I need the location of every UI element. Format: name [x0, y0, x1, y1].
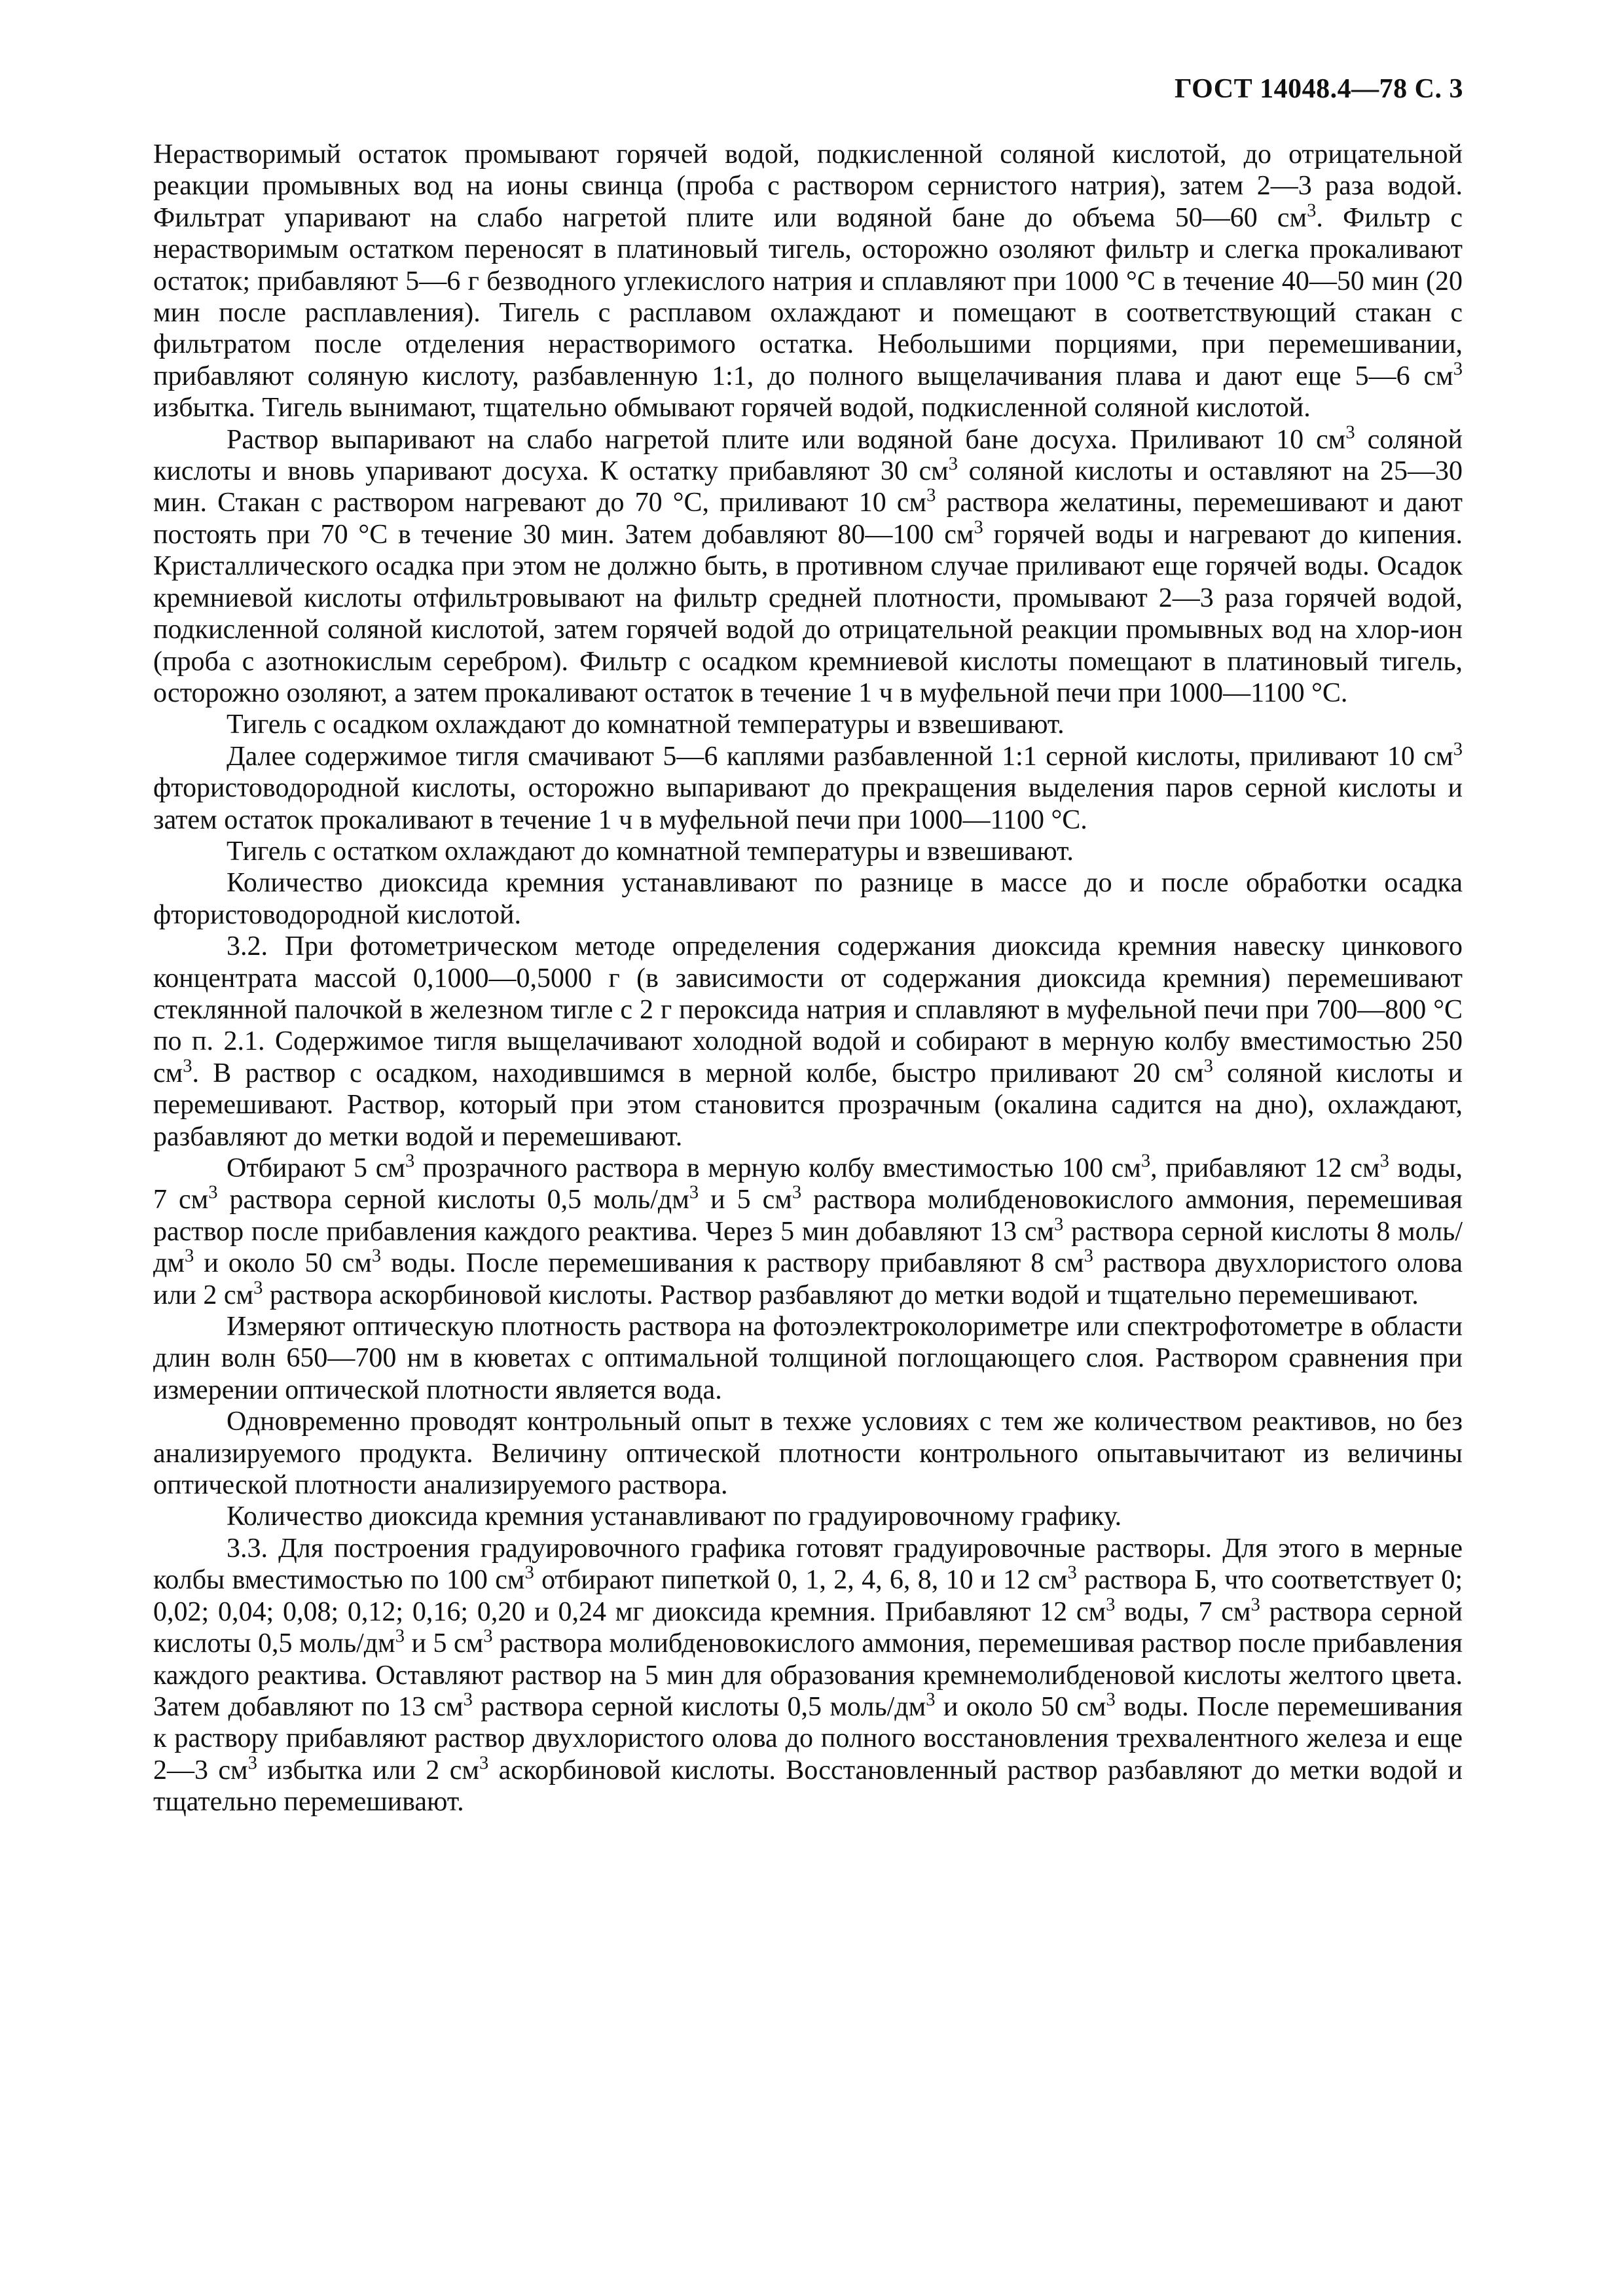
paragraph: Тигель с осадком охлаждают до комнатной температуры и взвешивают.: [227, 709, 1065, 740]
section-3-2-paragraph: 3.2. При фотометрическом методе определения содержания диоксида кремния навеску цинкового концентрата массой 0,1000—0,5000 г (в зависимости от содержания диоксида кремния) перемешивают стеклянной палочкой в железном тигле с 2 г пероксида натрия и сплавляют в муфельной печи при 700—800 °С по п. 2.1. Содержимое тигля выщелачивают холодной водой и собирают в мерную колбу вместимостью 250 $см^3$. В раствор с осадком, находившимся в мерной колбе, быстро приливают 20 $см^3$ соляной кислоты и перемешивают. Раствор, который при этом становится прозрачным (окалина садится на дно), охлаждают, разбавляют до метки водой и перемешивают.: [153, 931, 1463, 1152]
paragraph: Тигель с остатком охлаждают до комнатной температуры и взвешивают.: [227, 836, 1074, 867]
running-head: ГОСТ 14048.4—78 С. 3: [1174, 74, 1463, 104]
paragraph: Нерастворимый остаток промывают горячей водой, подкисленной соляной кислотой, до отрицательной реакции промывных вод на ионы свинца (проба с раствором сернистого натрия), затем 2—3 раза водой. Фильтрат упаривают на слабо нагретой плите или водяной бане до объема 50—60 $см^3$. Фильтр с нерастворимым остатком переносят в платиновый тигель, осторожно озоляют фильтр и слегка прокаливают остаток; прибавляют 5—6 г безводного углекислого натрия и сплавляют при 1000 °С в течение 40—50 мин (20 мин после расплавления). Тигель с расплавом охлаждают и помещают в соответствующий стакан с фильтратом после отделения нерастворимого остатка. Небольшими порциями, при перемешивании, прибавляют соляную кислоту, разбавленную 1:1, до полного выщелачивания плава и дают еще 5—6 $см^3$ избытка. Тигель вынимают, тщательно обмывают горячей водой, подкисленной соляной кислотой.: [153, 139, 1463, 423]
paragraph: Отбирают 5 $см^3$ прозрачного раствора в мерную колбу вместимостью 100 $см^3$, прибавляют 12 $см^3$ воды, 7 $см^3$ раствора серной кислоты 0,5 моль/$дм^3$ и 5 $см^3$ раствора молибденовокислого аммония, перемешивая раствор после прибавления каждого реактива. Через 5 мин добавляют 13 $см^3$ раствора серной кислоты 8 моль/$дм^3$ и около 50 $см^3$ воды. После перемешивания к раствору прибавляют 8 $см^3$ раствора двухлористого олова или 2 $см^3$ раствора аскорбиновой кислоты. Раствор разбавляют до метки водой и тщательно перемешивают.: [153, 1151, 1463, 1310]
paragraph: Одновременно проводят контрольный опыт в техже условиях с тем же количеством реактивов, но без анализируемого продукта. Величину оптической плотности контрольного опытавычитают из величины оптической плотности анализируемого раствора.: [153, 1407, 1463, 1501]
paragraph: Далее содержимое тигля смачивают 5—6 каплями разбавленной 1:1 серной кислоты, приливают 10 $см^3$ фтористоводородной кислоты, осторожно выпаривают до прекращения выделения паров серной кислоты и затем остаток прокаливают в течение 1 ч в муфельной печи при 1000—1100 °С.: [153, 739, 1463, 835]
paragraph: Измеряют оптическую плотность раствора на фотоэлектроколориметре или спектрофотометре в области длин волн 650—700 нм в кюветах с оптимальной толщиной поглощающего слоя. Раствором сравнения при измерении оптической плотности является вода.: [153, 1312, 1463, 1405]
paragraph: Количество диоксида кремния устанавливают по разнице в массе до и после обработки осадка фтористоводородной кислотой.: [153, 868, 1463, 930]
paragraph: Раствор выпаривают на слабо нагретой плите или водяной бане досуха. Приливают 10 $см^3$ соляной кислоты и вновь упаривают досуха. К остатку прибавляют 30 $см^3$ соляной кислоты и оставляют на 25—30 мин. Стакан с раствором нагревают до 70 °С, приливают 10 $см^3$ раствора желатины, перемешивают и дают постоять при 70 °С в течение 30 мин. Затем добавляют 80—100 $см^3$ горячей воды и нагревают до кипения. Кристаллического осадка при этом не должно быть, в противном случае приливают еще горячей воды. Осадок кремниевой кислоты отфильтровывают на фильтр средней плотности, промывают 2—3 раза горячей водой, подкисленной соляной кислотой, затем горячей водой до отрицательной реакции промывных вод на хлор-ион (проба с азотнокислым серебром). Фильтр с осадком кремниевой кислоты помещают в платиновый тигель, осторожно озоляют, а затем прокаливают остаток в течение 1 ч в муфельной печи при 1000—1100 °С.: [153, 422, 1463, 708]
paragraph: Количество диоксида кремния устанавливают по градуировочному графику.: [227, 1501, 1122, 1532]
section-3-3-paragraph: 3.3. Для построения градуировочного графика готовят градуировочные растворы. Для этого в мерные колбы вместимостью по 100 $см^3$ отбирают пипеткой 0, 1, 2, 4, 6, 8, 10 и 12 $см^3$ раствора Б, что соответствует 0; 0,02; 0,04; 0,08; 0,12; 0,16; 0,20 и 0,24 мг диоксида кремния. Прибавляют 12 $см^3$ воды, 7 $см^3$ раствора серной кислоты 0,5 моль/$дм^3$ и 5 $см^3$ раствора молибденовокислого аммония, перемешивая раствор после прибавления каждого реактива. Оставляют раствор на 5 мин для образования кремнемолибденовой кислоты желтого цвета. Затем добавляют по 13 $см^3$ раствора серной кислоты 0,5 моль/$дм^3$ и около 50 $см^3$ воды. После перемешивания к раствору прибавляют раствор двухлористого олова до полного восстановления трехвалентного железа и еще 2—3 $см^3$ избытка или 2 $см^3$ аскорбиновой кислоты. Восстановленный раствор разбавляют до метки водой и тщательно перемешивают.: [153, 1533, 1463, 1818]
document-body: [153, 139, 1463, 1818]
